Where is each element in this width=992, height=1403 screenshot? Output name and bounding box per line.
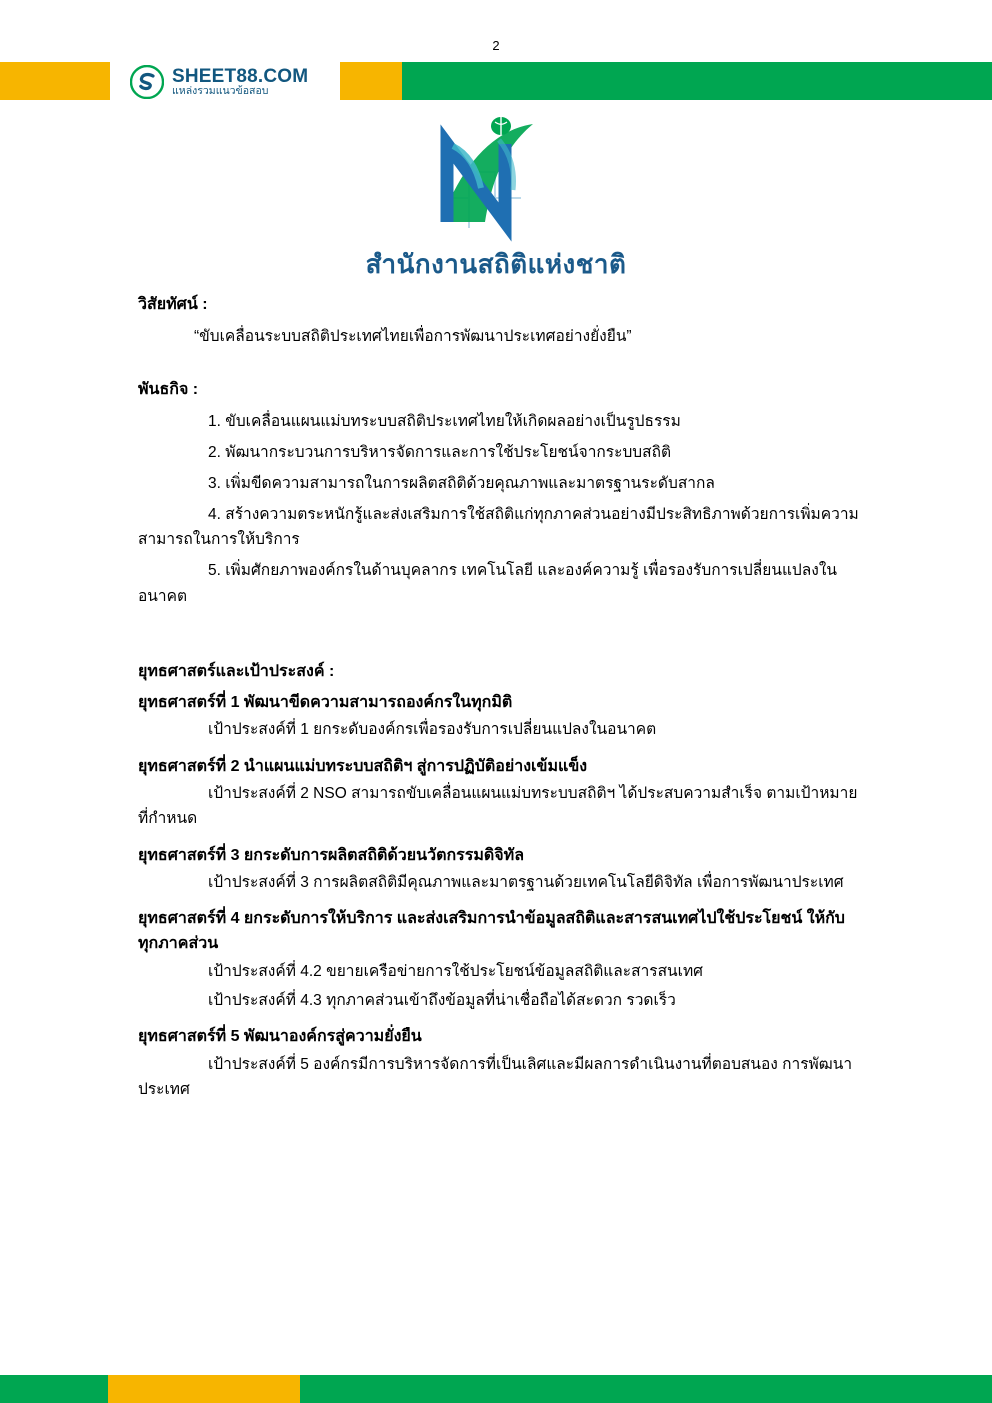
watermark-brand: SHEET88.COM <box>172 65 309 87</box>
objective-2-1: เป้าประสงค์ที่ 2 NSO สามารถขับเคลื่อนแผนแม่บทระบบสถิติฯ ได้ประสบความสำเร็จ ตามเป้าหมายที่กำหนด <box>138 785 858 828</box>
list-item: 1. ขับเคลื่อนแผนแม่บทระบบสถิติประเทศไทยให้เกิดผลอย่างเป็นรูปธรรม <box>208 412 681 430</box>
list-item: 3. เพิ่มขีดความสามารถในการผลิตสถิติด้วยคุณภาพและมาตรฐานระดับสากล <box>208 475 715 493</box>
objective-3-1: เป้าประสงค์ที่ 3 การผลิตสถิติมีคุณภาพและมาตรฐานด้วยเทคโนโลยีดิจิทัล เพื่อการพัฒนาประเทศ <box>208 874 844 892</box>
objective-4-2: เป้าประสงค์ที่ 4.2 ขยายเครือข่ายการใช้ประโยชน์ข้อมูลสถิติและสารสนเทศ <box>208 963 704 981</box>
document-body <box>138 292 860 1106</box>
sheet88-s-logo-icon <box>130 65 164 99</box>
list-item: 5. เพิ่มศักยภาพองค์กรในด้านบุคลากร เทคโนโลยี และองค์ความรู้ เพื่อรองรับการเปลี่ยนแปลงในอนาคต <box>138 562 837 605</box>
vision-text: “ขับเคลื่อนระบบสถิติประเทศไทยเพื่อการพัฒนาประเทศอย่างยั่งยืน” <box>194 327 632 345</box>
objective-1-1: เป้าประสงค์ที่ 1 ยกระดับองค์กรเพื่อรองรับการเปลี่ยนแปลงในอนาคต <box>208 721 657 739</box>
objective-4-3: เป้าประสงค์ที่ 4.3 ทุกภาคส่วนเข้าถึงข้อมูลที่น่าเชื่อถือได้สะดวก รวดเร็ว <box>208 992 676 1010</box>
list-item: 2. พัฒนากระบวนการบริหารจัดการและการใช้ประโยชน์จากระบบสถิติ <box>208 444 672 462</box>
emblem-caption: สำนักงานสถิติแห่งชาติ <box>365 249 627 279</box>
organization-emblem <box>0 110 992 285</box>
band-segment-yellow-left <box>0 62 110 100</box>
watermark-logo <box>130 64 308 100</box>
strategy-title-2: ยุทธศาสตร์ที่ 2 นำแผนแม่บทระบบสถิติฯ สู่การปฏิบัติอย่างเข้มแข็ง <box>138 757 588 775</box>
band-segment-green <box>402 62 992 100</box>
objective-5-1: เป้าประสงค์ที่ 5 องค์กรมีการบริหารจัดการที่เป็นเลิศและมีผลการดำเนินงานที่ตอบสนอง การพัฒนาประเทศ <box>138 1056 853 1099</box>
page-number: 2 <box>492 38 500 53</box>
list-item: 4. สร้างความตระหนักรู้และส่งเสริมการใช้สถิติแก่ทุกภาคส่วนอย่างมีประสิทธิภาพด้วยการเพิ่มความสามารถในการให้บริการ <box>138 506 859 549</box>
footer-segment-yellow <box>108 1375 300 1403</box>
mission-heading: พันธกิจ : <box>138 381 199 399</box>
strategy-title-1: ยุทธศาสตร์ที่ 1 พัฒนาขีดความสามารถองค์กรในทุกมิติ <box>138 693 513 711</box>
strategy-title-4: ยุทธศาสตร์ที่ 4 ยกระดับการให้บริการ และส่งเสริมการนำข้อมูลสถิติและสารสนเทศไปใช้ประโยชน์ ให้กับทุกภาคส่วน <box>138 910 845 953</box>
band-segment-yellow-mid <box>340 62 402 100</box>
footer-segment-green-left <box>0 1375 108 1403</box>
watermark-tagline: แหล่งรวมแนวข้อสอบ <box>172 85 269 98</box>
strategy-heading: ยุทธศาสตร์และเป้าประสงค์ : <box>138 662 335 680</box>
vision-heading: วิสัยทัศน์ : <box>138 296 208 313</box>
mission-list <box>138 409 860 609</box>
footer-color-band <box>0 1375 992 1403</box>
footer-segment-green-right <box>300 1375 992 1403</box>
strategy-title-3: ยุทธศาสตร์ที่ 3 ยกระดับการผลิตสถิติด้วยนวัตกรรมดิจิทัล <box>138 846 524 864</box>
national-statistical-office-emblem-icon <box>381 110 611 250</box>
strategy-title-5: ยุทธศาสตร์ที่ 5 พัฒนาองค์กรสู่ความยั่งยืน <box>138 1028 422 1046</box>
